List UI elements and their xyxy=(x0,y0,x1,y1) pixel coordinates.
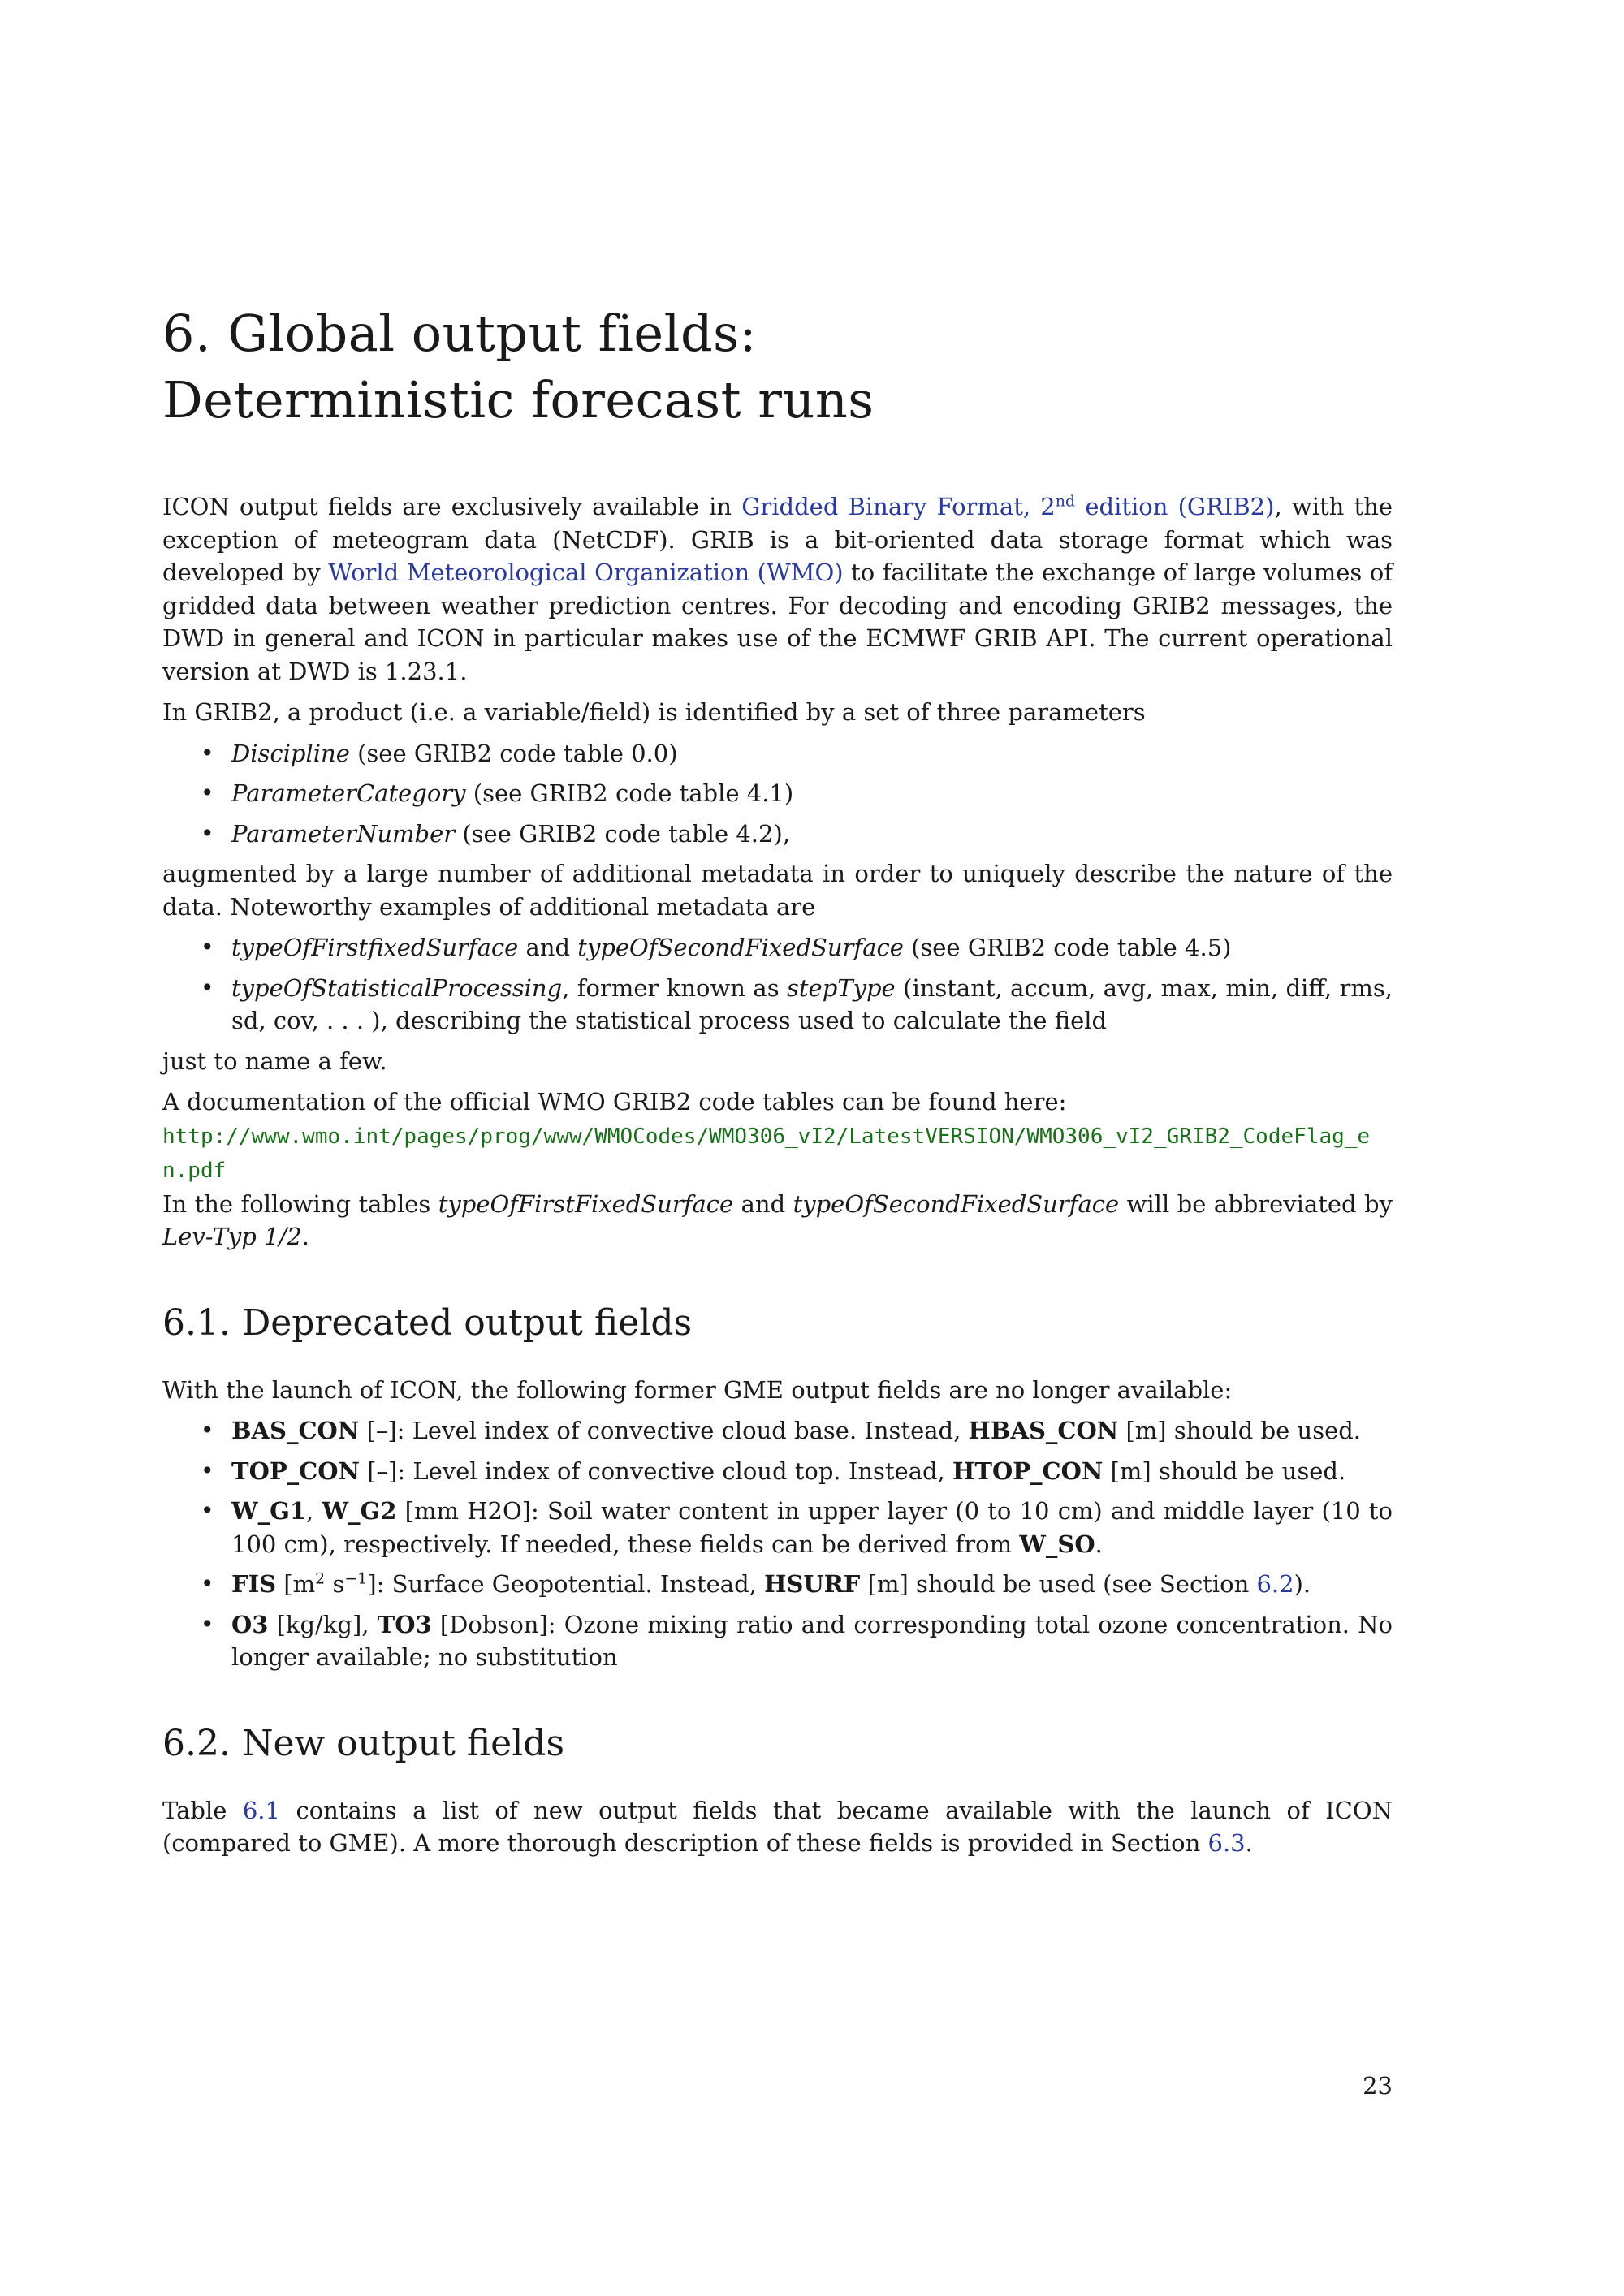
page-content xyxy=(162,300,1393,1868)
grib2-product-paragraph: In GRIB2, a product (i.e. a variable/field) is identified by a set of three parameters xyxy=(162,698,1146,726)
metadata-list xyxy=(162,931,1393,1038)
list-item: • ParameterNumber (see GRIB2 code table 4.2), xyxy=(231,818,1393,851)
list-item: • BAS_CON [–]: Level index of convective cloud base. Instead, HBAS_CON [m] should be used. xyxy=(231,1414,1393,1448)
wmo-link[interactable]: World Meteorological Organization (WMO) xyxy=(328,559,844,586)
intro-paragraph: ICON output fields are exclusively available in Gridded Binary Format, 2nd edition (GRIB2), with the exception of meteogram data (NetCDF). GRIB is a bit-oriented data storage format which was developed by World Meteorological Organization (WMO) to facilitate the exchange of large volumes of gridded data between weather prediction centres. For decoding and encoding GRIB2 messages, the DWD in general and ICON in particular makes use of the ECMWF GRIB API. The current operational version at DWD is 1.23.1. xyxy=(162,492,1393,685)
list-item: • typeOfFirstfixedSurface and typeOfSecondFixedSurface (see GRIB2 code table 4.5) xyxy=(231,931,1393,965)
list-item: • Discipline (see GRIB2 code table 0.0) xyxy=(231,737,1393,770)
section-title-deprecated: 6.1. Deprecated output fields xyxy=(162,1301,693,1344)
chapter-title: 6. Global output fields: Deterministic forecast runs xyxy=(162,304,875,429)
name-a-few-text: just to name a few. xyxy=(162,1047,387,1075)
list-item: • ParameterCategory (see GRIB2 code table 4.1) xyxy=(231,777,1393,810)
list-item: • typeOfStatisticalProcessing, former known as stepType (instant, accum, avg, max, min, diff, rms, sd, cov, . . . ), describing the statistical process used to calculate the field xyxy=(231,972,1393,1038)
section-6-2-link[interactable]: 6.2 xyxy=(1256,1570,1294,1598)
list-item: • TOP_CON [–]: Level index of convective cloud top. Instead, HTOP_CON [m] should be used. xyxy=(231,1455,1393,1488)
list-item: • O3 [kg/kg], TO3 [Dobson]: Ozone mixing ratio and corresponding total ozone concentration. No longer available; no substitution xyxy=(231,1608,1393,1674)
abbreviation-paragraph: In the following tables typeOfFirstFixedSurface and typeOfSecondFixedSurface will be abbreviated by Lev-Typ 1/2. xyxy=(162,1189,1393,1250)
metadata-paragraph: augmented by a large number of additional metadata in order to uniquely describe the nature of the data. Noteworthy examples of additional metadata are xyxy=(162,860,1393,921)
section-title-new: 6.2. New output fields xyxy=(162,1722,565,1764)
wmo-code-tables-url[interactable]: http://www.wmo.int/pages/prog/www/WMOCodes/WMO306_vI2/LatestVERSION/WMO306_vI2_GRIB2_CodeFlag_en.pdf xyxy=(162,1124,1371,1183)
grib2-link[interactable]: Gridded Binary Format, 2nd edition (GRIB2) xyxy=(741,492,1275,520)
new-fields-paragraph: Table 6.1 contains a list of new output fields that became available with the launch of ICON (compared to GME). A more thorough description of these fields is provided in Section 6.3. xyxy=(162,1796,1393,1857)
parameter-list xyxy=(162,737,1393,851)
deprecated-fields-list xyxy=(162,1414,1393,1674)
section-6-3-link[interactable]: 6.3 xyxy=(1207,1829,1246,1857)
table-6-1-link[interactable]: 6.1 xyxy=(242,1796,280,1824)
deprecated-intro: With the launch of ICON, the following former GME output fields are no longer available: xyxy=(162,1375,1233,1404)
list-item: • FIS [$m^2$ $s^{-1}$]: Surface Geopotential. Instead, HSURF [m] should be used (see Section 6.2). xyxy=(231,1568,1393,1601)
list-item: • W_G1, W_G2 [mm H2O]: Soil water content in upper layer (0 to 10 cm) and middle layer (10 to 100 cm), respectively. If needed, these fields can be derived from W_SO. xyxy=(231,1495,1393,1560)
page-number: 23 xyxy=(1363,2072,1393,2100)
documentation-text: A documentation of the official WMO GRIB2 code tables can be found here: http://www.wmo.int/pages/prog/www/WMOCodes/WMO306_vI2/LatestVERSION/WMO306_vI2_GRIB2_CodeFlag_en.pdf xyxy=(162,1088,1371,1183)
